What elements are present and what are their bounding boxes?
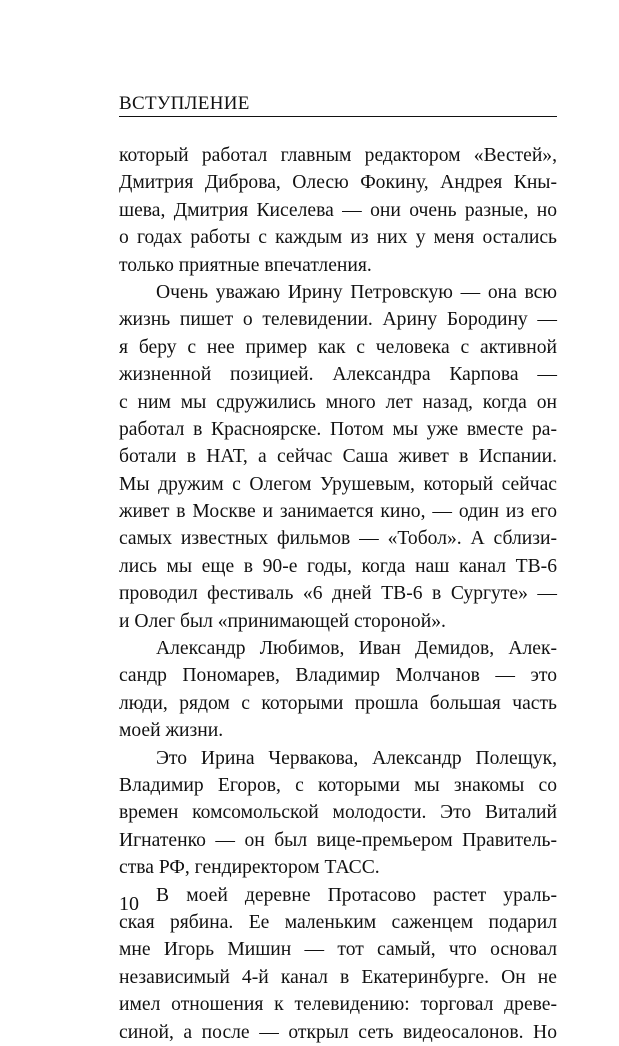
text-line: Дмитрия Диброва, Олесю Фокину, Андрея Кны- — [119, 172, 557, 194]
text-line: ства РФ, гендиректором ТАСС. — [119, 857, 380, 879]
page-number: 10 — [119, 893, 139, 915]
text-line: времен комсомольской молодости. Это Виталий — [119, 802, 557, 824]
text-line: я беру с нее пример как с человека с активной — [119, 336, 557, 358]
text-line: с ним мы сдружились много лет назад, когда он — [119, 391, 557, 413]
text-line: мне Игорь Мишин — тот самый, что основал — [119, 939, 557, 961]
text-line: Это Ирина Червакова, Александр Полещук, — [156, 747, 557, 769]
text-line: работал в Красноярске. Потом мы уже вместе ра- — [119, 418, 557, 440]
text-line: независимый 4-й канал в Екатеринбурге. Он не — [119, 966, 557, 988]
text-line: проводил фестиваль «6 дней ТВ-6 в Сургуте» — — [119, 583, 557, 605]
text-line: сандр Пономарев, Владимир Молчанов — это — [119, 665, 557, 687]
text-line: Владимир Егоров, с которыми мы знакомы со — [119, 774, 557, 796]
text-line: Очень уважаю Ирину Петровскую — она всю — [156, 281, 557, 303]
text-line: синой, а после — открыл сеть видеосалонов. Но — [119, 1021, 557, 1043]
text-line: моей жизни. — [119, 720, 224, 742]
text-line: ботали в НАТ, а сейчас Саша живет в Испании. — [119, 446, 557, 468]
text-line: и Олег был «принимающей стороной». — [119, 610, 446, 632]
text-line: Мы дружим с Олегом Урушевым, который сейчас — [119, 473, 557, 495]
text-line: самых известных фильмов — «Тобол». А сблизи- — [119, 528, 557, 550]
text-line: Игнатенко — он был вице-премьером Правитель- — [119, 829, 557, 851]
running-head: ВСТУПЛЕНИЕ — [119, 92, 557, 117]
text-line: живет в Москве и занимается кино, — один из его — [119, 501, 557, 523]
text-line: лись мы еще в 90-е годы, когда наш канал ТВ-6 — [119, 555, 557, 577]
text-line: Александр Любимов, Иван Демидов, Алек- — [156, 638, 557, 660]
text-line: о годах работы с каждым из них у меня остались — [119, 227, 557, 249]
text-line: только приятные впечатления. — [119, 254, 372, 276]
text-line: ская рябина. Ее маленьким саженцем подарил — [119, 911, 557, 933]
text-line: жизнь пишет о телевидении. Арину Бородину — — [119, 309, 557, 331]
text-line: жизненной позицией. Александра Карпова — — [119, 364, 557, 386]
text-line: люди, рядом с которыми прошла большая часть — [119, 692, 557, 714]
text-line: шева, Дмитрия Киселева — они очень разные, но — [119, 199, 557, 221]
text-line: который работал главным редактором «Вестей», — [119, 145, 557, 166]
body-text — [119, 142, 557, 1046]
text-line: имел отношения к телевидению: торговал древе- — [119, 994, 557, 1016]
text-line: В моей деревне Протасово растет ураль- — [156, 884, 557, 906]
